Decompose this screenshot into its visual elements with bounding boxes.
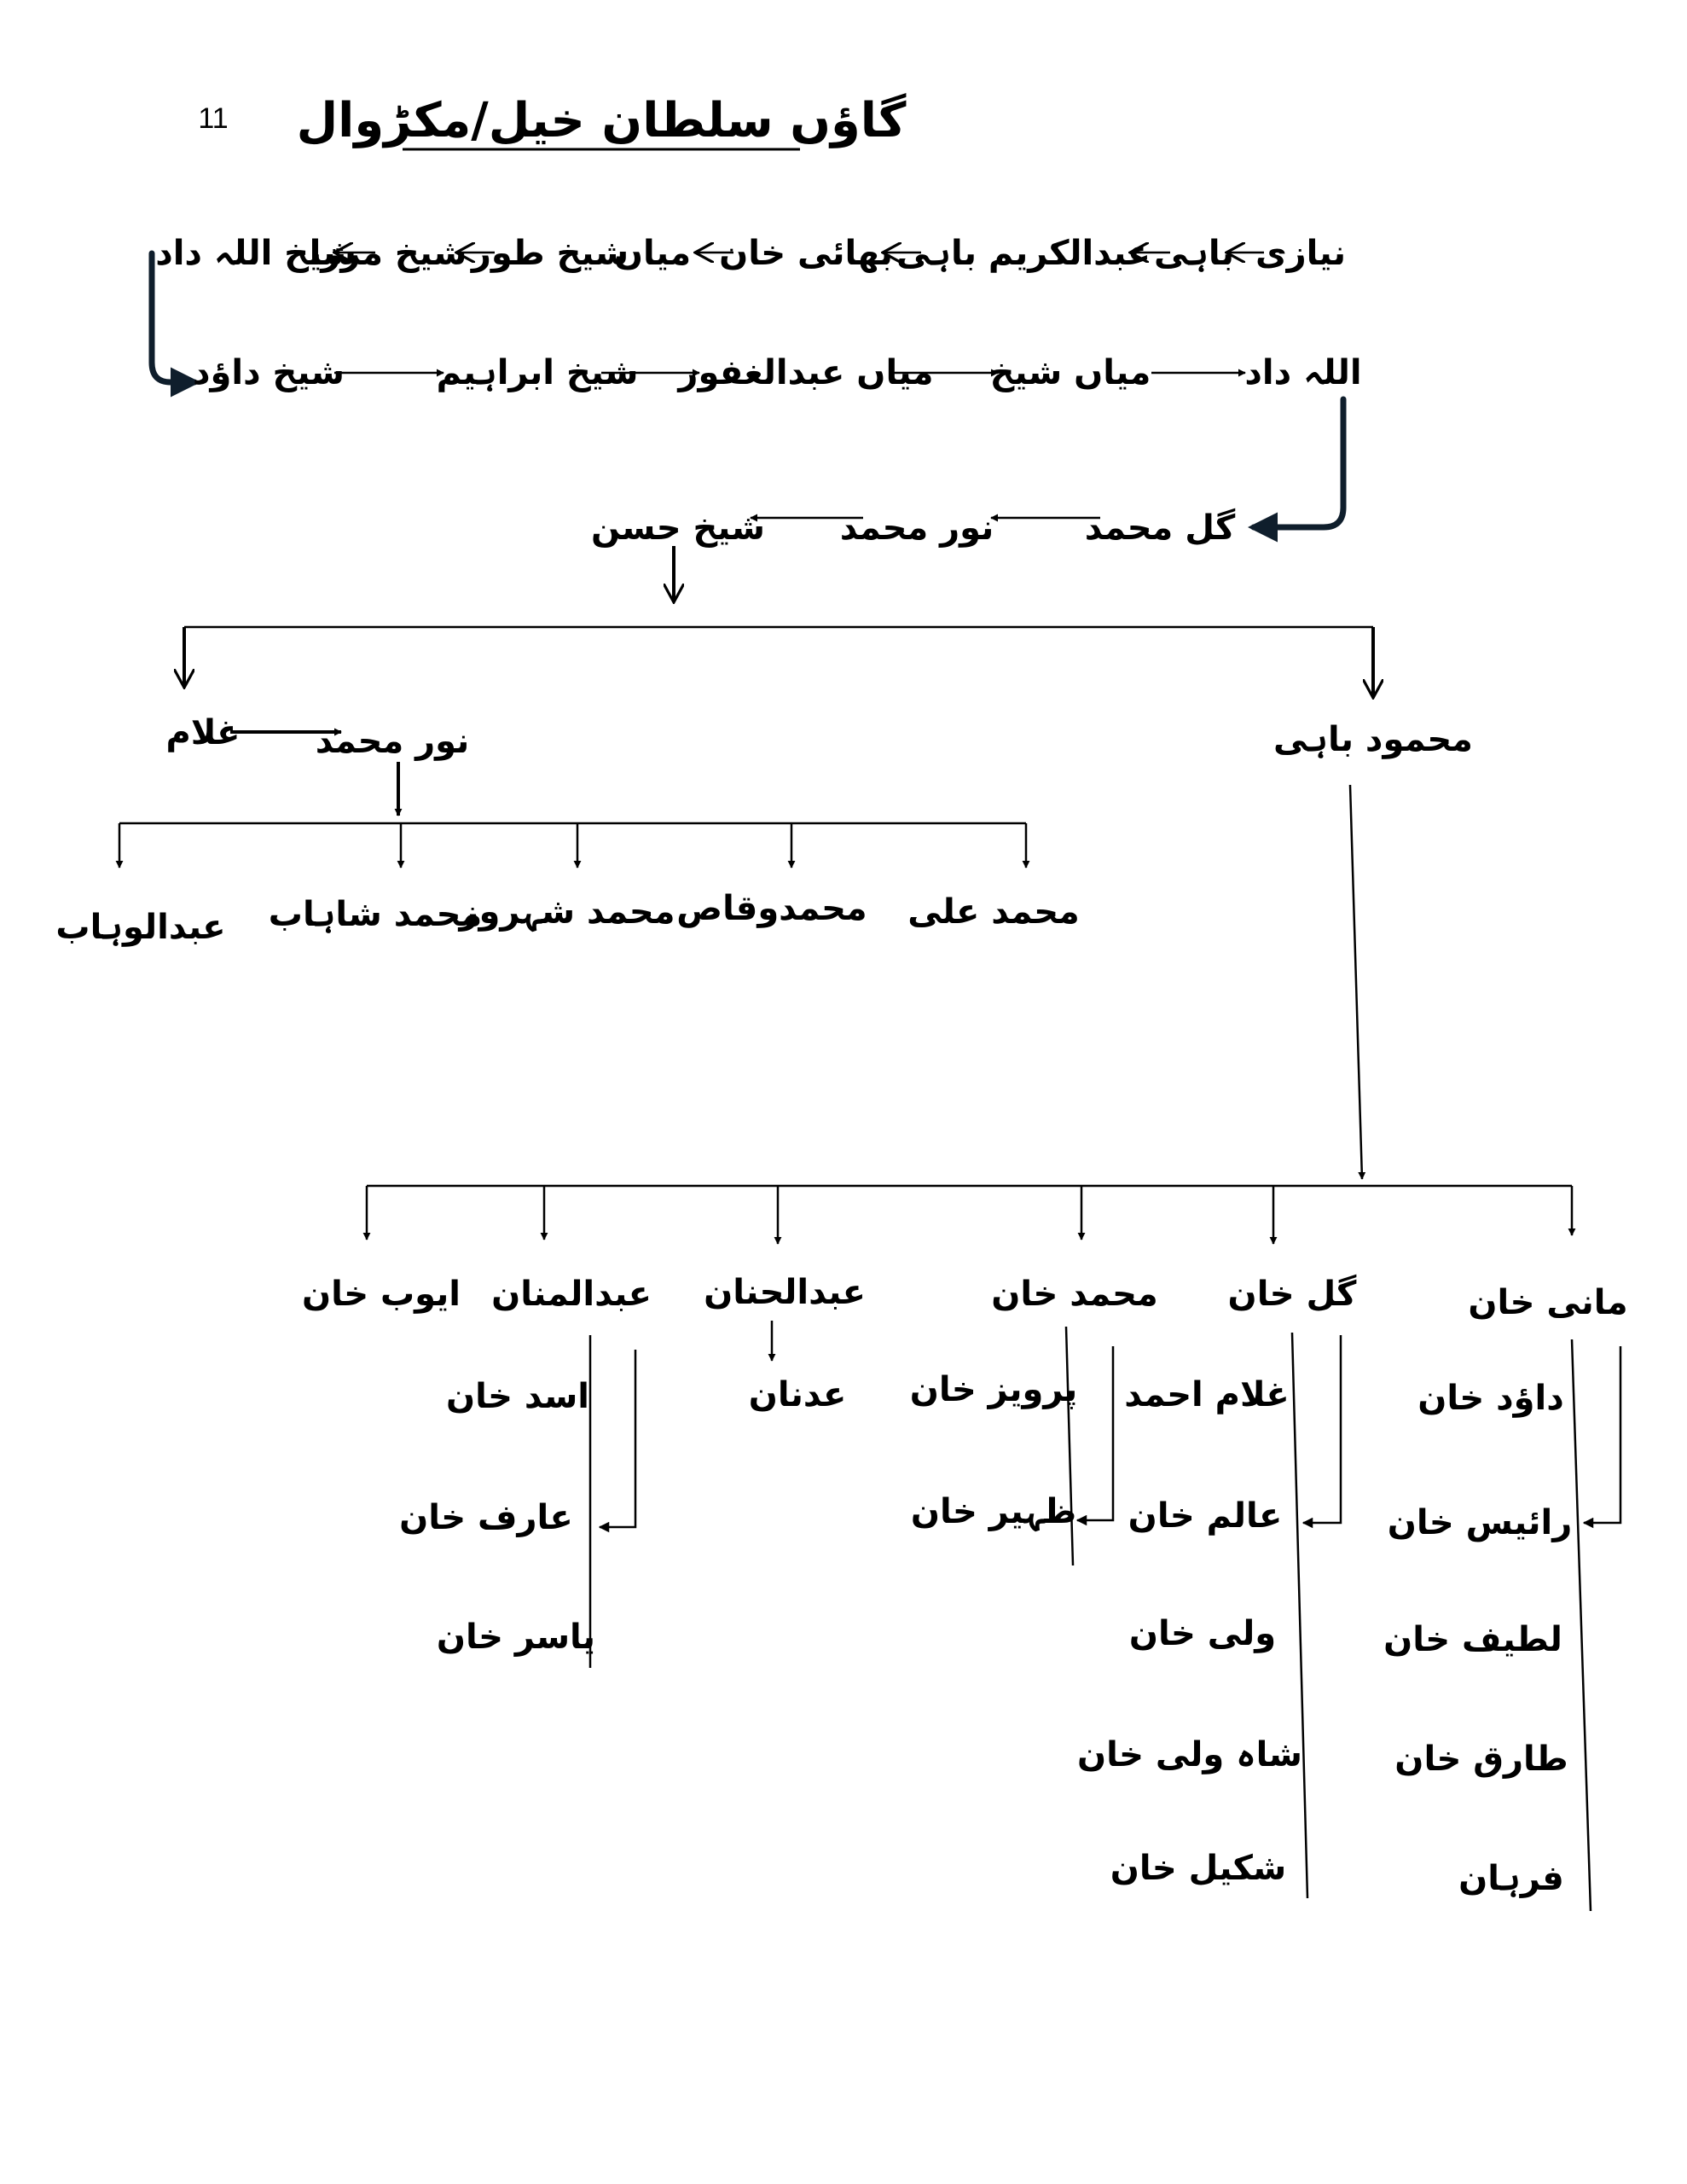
abdulhannan-child-1: عدنان [748, 1375, 847, 1414]
row2-mian-abdulghafoor: میاں عبدالغفور [678, 353, 934, 392]
page-number: 11 [198, 102, 229, 135]
left-child-muhammad-ali: محمد علی [907, 892, 1080, 932]
left-child-muhammad-waqas: محمدوقاص [676, 889, 867, 928]
row2-sheikh-daud: شیخ داؤد [192, 353, 345, 392]
row1-bhai-khan: بھائی خان [719, 234, 893, 273]
son-muhammad-khan: محمد خان [991, 1275, 1158, 1314]
page-title: گاؤں سلطان خیل/مکڑوال [296, 93, 907, 148]
gul-khan-bracket [1303, 1335, 1341, 1523]
gul-khan-vline [1292, 1333, 1307, 1898]
mani-khan-bracket [1584, 1346, 1620, 1523]
mani-child-4: طارق خان [1394, 1740, 1568, 1779]
row1-bahi: باہی [1154, 234, 1234, 273]
left-child-muhammad-shahroz: محمد شہروز [459, 892, 675, 932]
son-gul-khan: گل خان [1227, 1275, 1357, 1314]
row3-sheikh-hassan: شیخ حسن [591, 508, 765, 548]
row1-sheikh-toor: شیخ طور [471, 234, 629, 273]
abdulmannan-bracket [600, 1350, 635, 1527]
gul-child-1: غلام احمد [1124, 1375, 1290, 1414]
row2-mian-sheikh: میاں شیخ [989, 353, 1151, 392]
row2-sheikh-ibrahim: شیخ ابراہیم [436, 353, 639, 392]
row1-mian: میاں [613, 234, 692, 273]
row3-gul-muhammad: گل محمد [1084, 508, 1236, 548]
son-abdulmannan: عبدالمنان [491, 1275, 652, 1314]
row1-sheikh-allah-dad: شیخ اللہ داد [155, 234, 357, 273]
mahmood-bahi: محمود باہی [1273, 720, 1473, 759]
row1-sheikh-mirza: شیخ مرزا [309, 234, 467, 273]
mani-khan-vline [1572, 1339, 1591, 1911]
row1-niazi: نیازی [1255, 234, 1347, 273]
row2-allah-dad: اللہ داد [1244, 353, 1362, 392]
son-ayub-khan: ایوب خان [302, 1275, 461, 1314]
muhammad-child-2: ظہیر خان [910, 1492, 1077, 1531]
abdulmannan-child-2: عارف خان [399, 1498, 573, 1537]
abdulmannan-child-1: اسد خان [445, 1377, 590, 1416]
gul-child-2: عالم خان [1128, 1496, 1283, 1536]
gul-child-4: شاہ ولی خان [1077, 1735, 1302, 1774]
gholam-label: غلام [165, 713, 241, 752]
row3-noor-muhammad: نور محمد [839, 508, 994, 548]
gul-child-5: شکیل خان [1110, 1849, 1287, 1888]
mani-child-3: لطیف خان [1383, 1620, 1562, 1659]
left-noor-muhammad: نور محمد [315, 722, 470, 761]
mani-child-2: رائیس خان [1387, 1503, 1573, 1542]
row1-abdulkareem-bahi: عبدالکریم باہی [896, 234, 1151, 273]
mahmood-down-line [1350, 785, 1362, 1179]
muhammad-child-1: پرویز خان [909, 1370, 1078, 1409]
left-child-muhammad-shahab: محمد شاہاب [268, 895, 483, 934]
gul-child-3: ولی خان [1128, 1614, 1277, 1653]
row2-to-row3-connector [1254, 399, 1343, 527]
son-mani-khan: مانی خان [1468, 1283, 1628, 1322]
abdulmannan-child-3: یاسر خان [436, 1618, 596, 1657]
mani-child-5: فرہان [1458, 1859, 1564, 1898]
left-child-abdulwahab: عبدالوہاب [55, 908, 226, 947]
mani-child-1: داؤد خان [1417, 1379, 1564, 1418]
muhammad-khan-bracket [1077, 1346, 1113, 1520]
son-abdulhannan: عبدالحنان [704, 1273, 866, 1312]
